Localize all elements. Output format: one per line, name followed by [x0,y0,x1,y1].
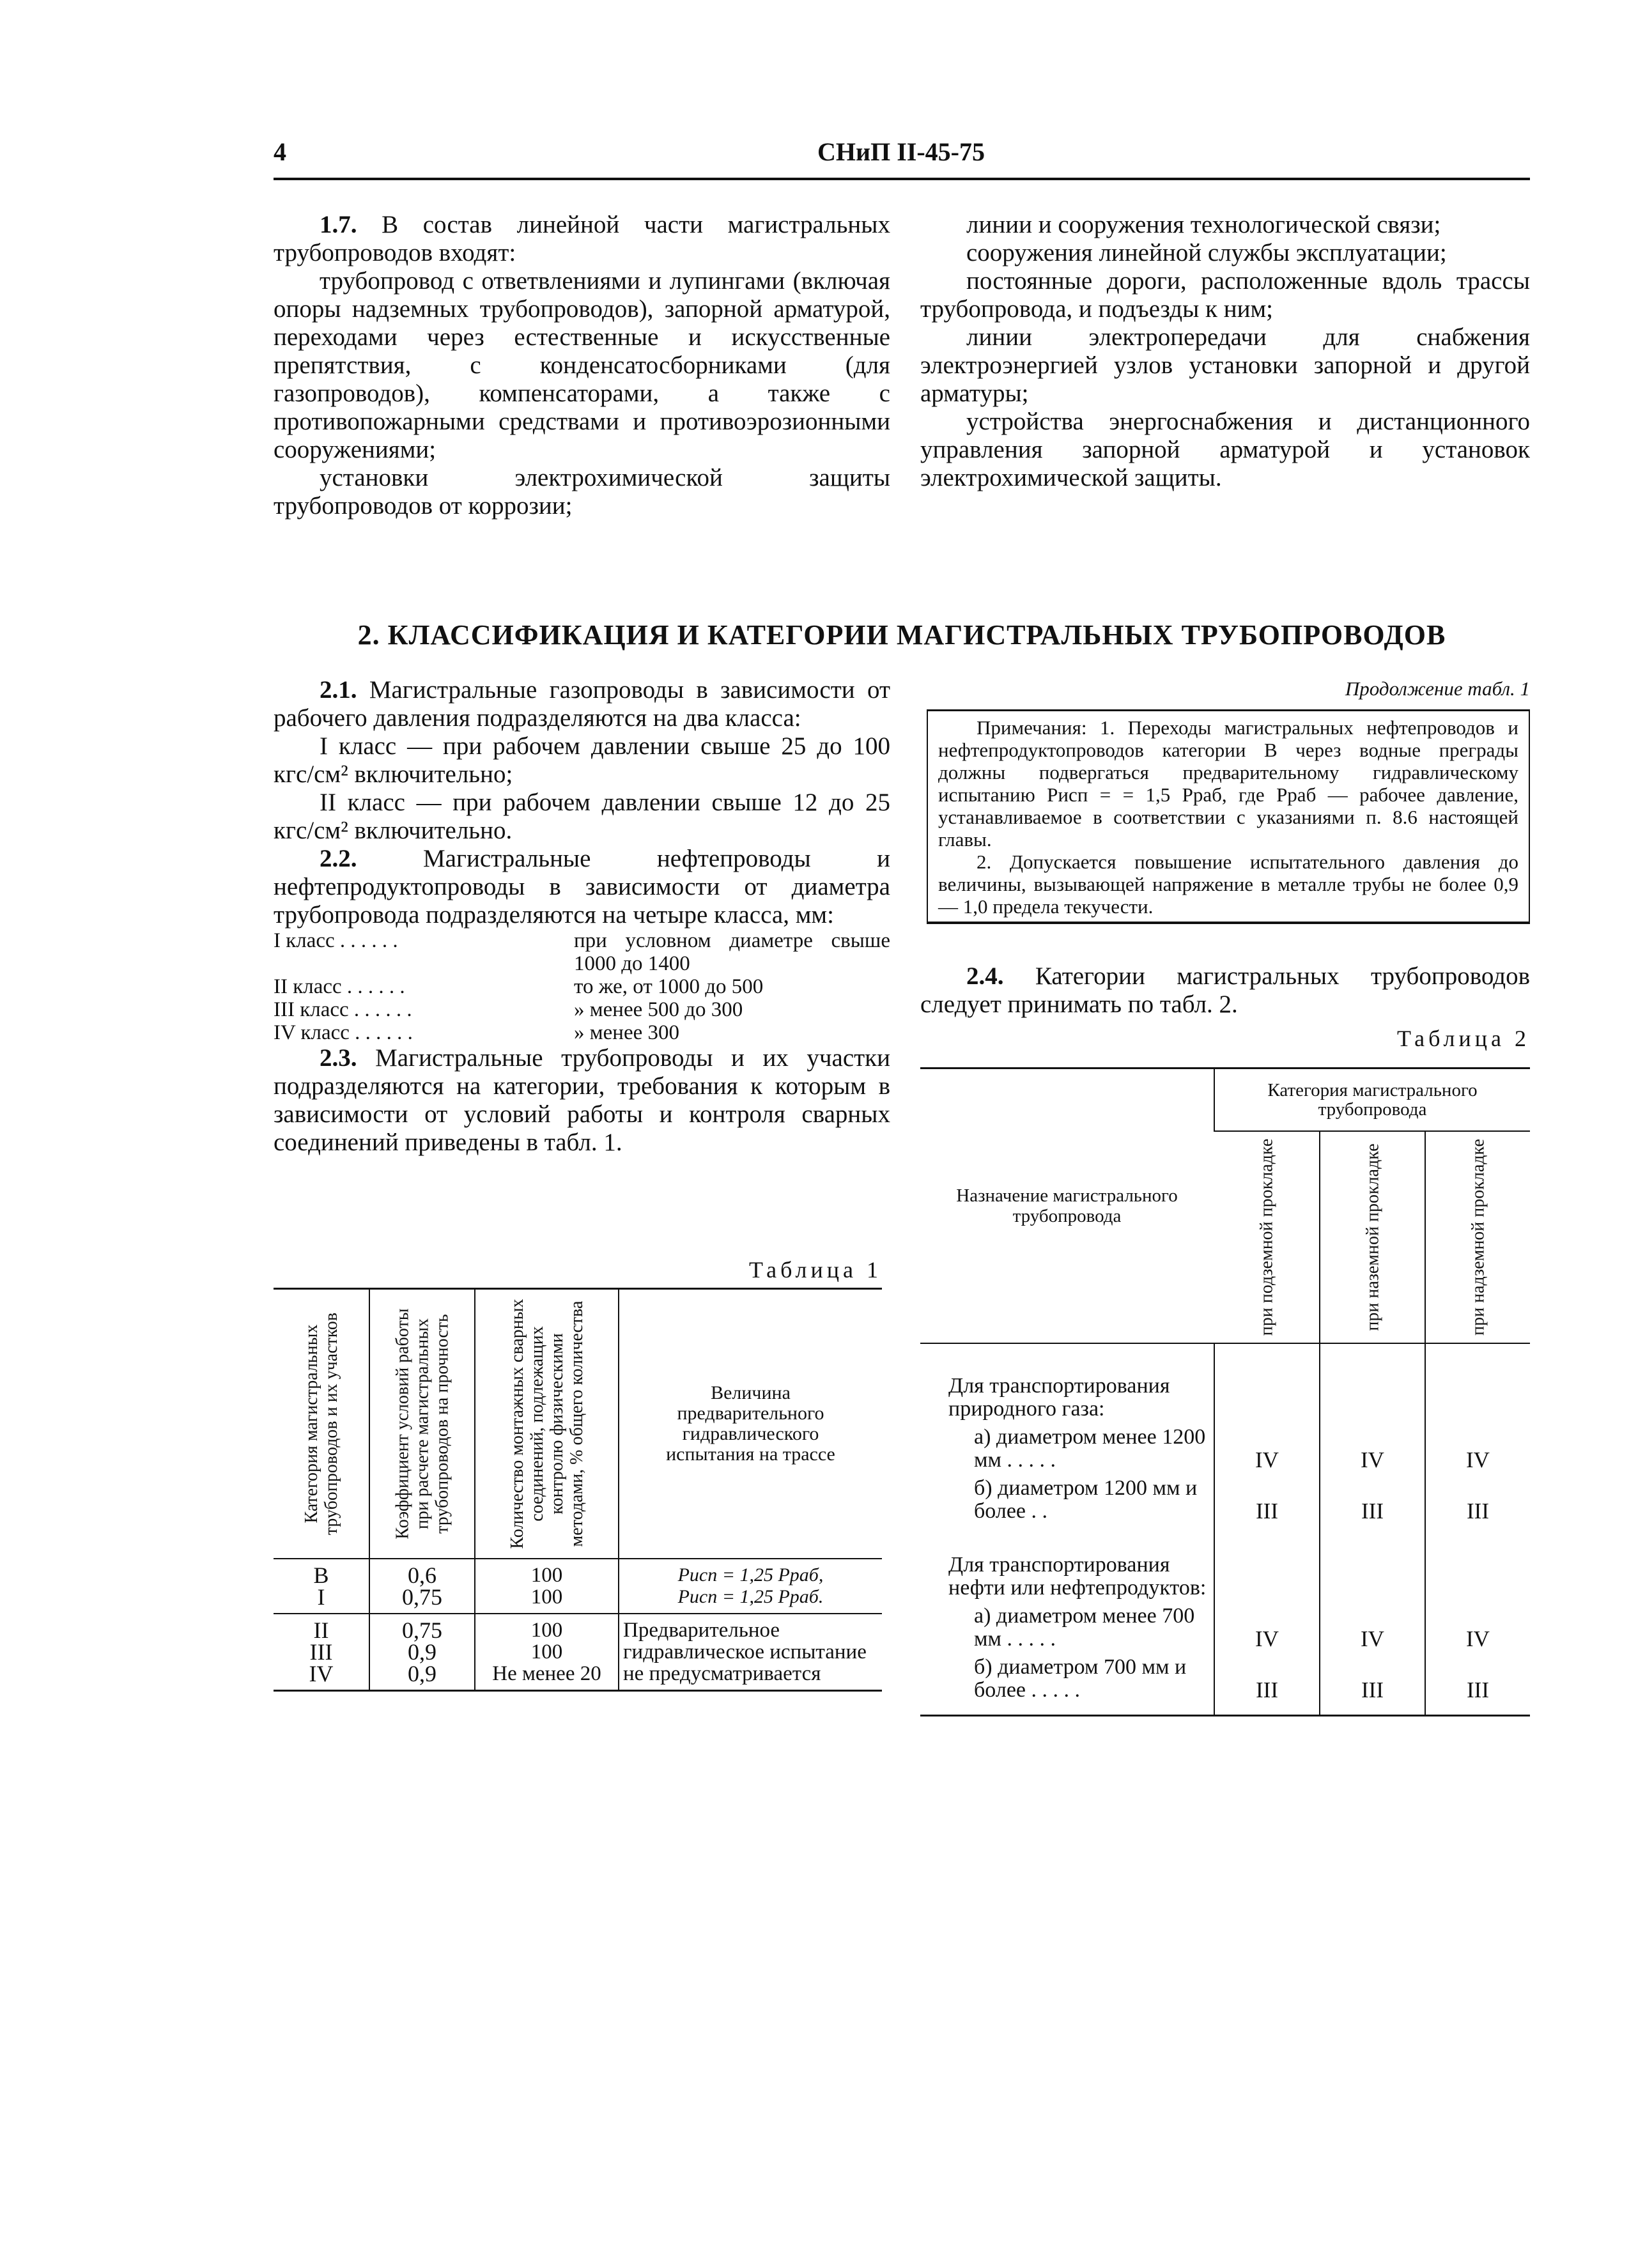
table-header-cell: Назначение магистрального трубопровода [920,1068,1214,1344]
list-item [274,975,890,998]
table1-notes [927,709,1530,924]
class-desc: » менее 300 [574,1021,679,1044]
table-cell: IV [1320,1423,1425,1474]
page-header [274,137,1529,173]
table-cell: Для транспортирования нефти или нефтепродуктов: [948,1553,1207,1600]
table-cell: III [1320,1474,1425,1525]
paragraph: устройства энергоснабжения и дистанционного управления запорной арматурой и установок электрохимической защиты. [920,408,1530,491]
clause-number: 2.4. [966,962,1004,990]
table-row [920,1423,1530,1474]
class-desc: при условном диаметре свыше 1000 до 1400 [574,929,890,975]
paragraph: II класс — при рабочем давлении свыше 12 до 25 кгс/см² включительно. [274,789,890,844]
class-name: III класс . . . . . . [274,998,412,1021]
table1-caption: Таблица 1 [749,1257,882,1283]
table-cell: III [1320,1653,1425,1716]
class-desc: то же, от 1000 до 500 [574,975,764,998]
table-row [274,1559,882,1614]
table-header-row [274,1289,882,1559]
table-header-cell: Величина предварительного гидравлического испытания на трассе [619,1289,882,1559]
clause-text: Магистральные нефтепроводы и нефтепродуктопроводы в зависимости от диаметра трубопровода подразделяются на четыре класса, мм: [274,845,890,929]
clause-number: 2.2. [320,845,357,872]
table-header-cell: Количество монтажных сварных соединений, подлежащих контролю физическими методами, % общего количества [475,1289,619,1559]
table-cell: а) диаметром менее 700 мм . . . . . [974,1604,1195,1651]
paragraph: линии и сооружения технологической связи; [966,211,1441,238]
clause-text: Категории магистральных трубопроводов следует принимать по табл. 2. [920,962,1530,1018]
table-cell: IV [1214,1423,1320,1474]
paragraph: постоянные дороги, расположенные вдоль трассы трубопровода, и подъезды к ним; [920,267,1530,323]
left-top-column [274,211,890,520]
class-name: I класс . . . . . . [274,929,398,952]
clause-text: В состав линейной части магистральных трубопроводов входят: [274,211,890,266]
list-item [274,929,890,975]
table-header-row [920,1068,1530,1132]
table-cell: II III IV [309,1617,334,1686]
clause-text: Магистральные газопроводы в зависимости от рабочего давления подразделяются на два класса: [274,676,890,732]
clause-number: 1.7. [320,211,357,238]
note-1: Примечания: 1. Переходы магистральных нефтепроводов и нефтепродуктопроводов категории В через водные преграды должны подвергаться предварительному гидравлическому испытанию Pисп = = 1,5 Pраб, где Pраб — рабочее давление, устанавливаемое в соответствии с указаниями п. 8.6 настоящей главы. [938,716,1518,851]
paragraph: I класс — при рабочем давлении свыше 25 до 100 кгс/см² включительно; [274,732,890,788]
table-1 [274,1288,882,1692]
right-top-column [920,211,1530,492]
table-cell: 100 100 Не менее 20 [475,1614,619,1691]
table-cell: 100 100 [475,1559,619,1614]
list-item [274,1021,890,1044]
paragraph: установки электрохимической защиты трубопроводов от коррозии; [274,464,890,520]
table-header-cell: при надземной прокладке [1425,1131,1530,1343]
class-name: II класс . . . . . . [274,975,405,998]
table-header-cell: при подземной прокладке [1214,1131,1320,1343]
table-row [920,1525,1530,1602]
table-cell: III [1425,1474,1530,1525]
paragraph-2-1 [274,676,890,732]
paragraph: трубопровод с ответвлениями и лупингами (включая опоры надземных трубопроводов), запорной арматурой, переходами через естественные и искусственные препятствия, с конденсатосборниками (для газопроводов), компенсаторами, а также с противопожарными средствами и противоэрозионными сооружениями; [274,267,890,463]
table-cell [1425,1343,1530,1423]
table-cell: 0,75 0,9 0,9 [369,1614,475,1691]
doc-code: СНиП II-45-75 [817,137,985,166]
table-cell: IV [1425,1602,1530,1653]
left-mid-column [274,676,890,1157]
table-cell: 0,6 0,75 [369,1559,475,1614]
table-cell [1320,1343,1425,1423]
table-cell [1214,1343,1320,1423]
table-cell: Pисп = 1,25 Pраб, Pисп = 1,25 Pраб. [619,1559,882,1614]
table-row [920,1602,1530,1653]
section-title: 2. КЛАССИФИКАЦИЯ И КАТЕГОРИИ МАГИСТРАЛЬНЫХ ТРУБОПРОВОДОВ [357,619,1446,651]
table-row [920,1474,1530,1525]
list-item [274,998,890,1021]
table-cell [1320,1525,1425,1602]
clause-number: 2.1. [320,676,357,704]
note-2: 2. Допускается повышение испытательного давления до величины, вызывающей напряжение в металле трубы не более 0,9 — 1,0 предела текучести. [938,851,1518,918]
table-cell: В I [274,1559,369,1614]
table-2 [920,1067,1530,1716]
right-mid-column [920,962,1530,1019]
table-cell [1214,1525,1320,1602]
class-desc: » менее 500 до 300 [574,998,743,1021]
clause-number: 2.3. [320,1044,357,1072]
table-header-cell: Категория магистральных трубопроводов и их участков [274,1289,369,1559]
class-name: IV класс . . . . . . [274,1021,413,1044]
continuation-caption: Продолжение табл. 1 [1345,677,1530,700]
paragraph-2-2 [274,845,890,929]
table-row [920,1653,1530,1716]
table-row [920,1343,1530,1423]
table-cell: а) диаметром менее 1200 мм . . . . . [974,1425,1206,1472]
header-rule [274,178,1530,180]
clause-text: Магистральные трубопроводы и их участки подразделяются на категории, требования к которым в зависимости от условий работы и контроля сварных соединений приведены в табл. 1. [274,1044,890,1156]
table-header-cell: при наземной прокладке [1320,1131,1425,1343]
page-number: 4 [274,137,286,166]
paragraph-2-3 [274,1044,890,1157]
table-cell: IV [1214,1602,1320,1653]
paragraph: сооружения линейной службы эксплуатации; [966,239,1447,266]
table-cell: б) диаметром 700 мм и более . . . . . [974,1655,1187,1702]
table-cell: III [1425,1653,1530,1716]
class-list [274,929,890,1044]
paragraph: линии электропередачи для снабжения электроэнергией узлов установки запорной и другой арматуры; [920,323,1530,407]
paragraph-1-7 [274,211,890,267]
table-cell: IV [1320,1602,1425,1653]
table-header-cell: Категория магистрального трубопровода [1214,1068,1530,1132]
table-cell: IV [1425,1423,1530,1474]
table-cell [1425,1525,1530,1602]
table-cell: III [1214,1653,1320,1716]
paragraph-2-4 [920,962,1530,1019]
table-header-cell: Коэффициент условий работы при расчете магистральных трубопроводов на прочность [369,1289,475,1559]
table2-caption: Таблица 2 [1397,1026,1530,1051]
table-row [274,1614,882,1691]
table-cell: Предварительное гидравлическое испытание не предусматривается [619,1614,882,1691]
table-cell: б) диаметром 1200 мм и более . . [974,1476,1198,1523]
table-cell: III [1214,1474,1320,1525]
table-cell: Для транспортирования природного газа: [948,1374,1170,1421]
